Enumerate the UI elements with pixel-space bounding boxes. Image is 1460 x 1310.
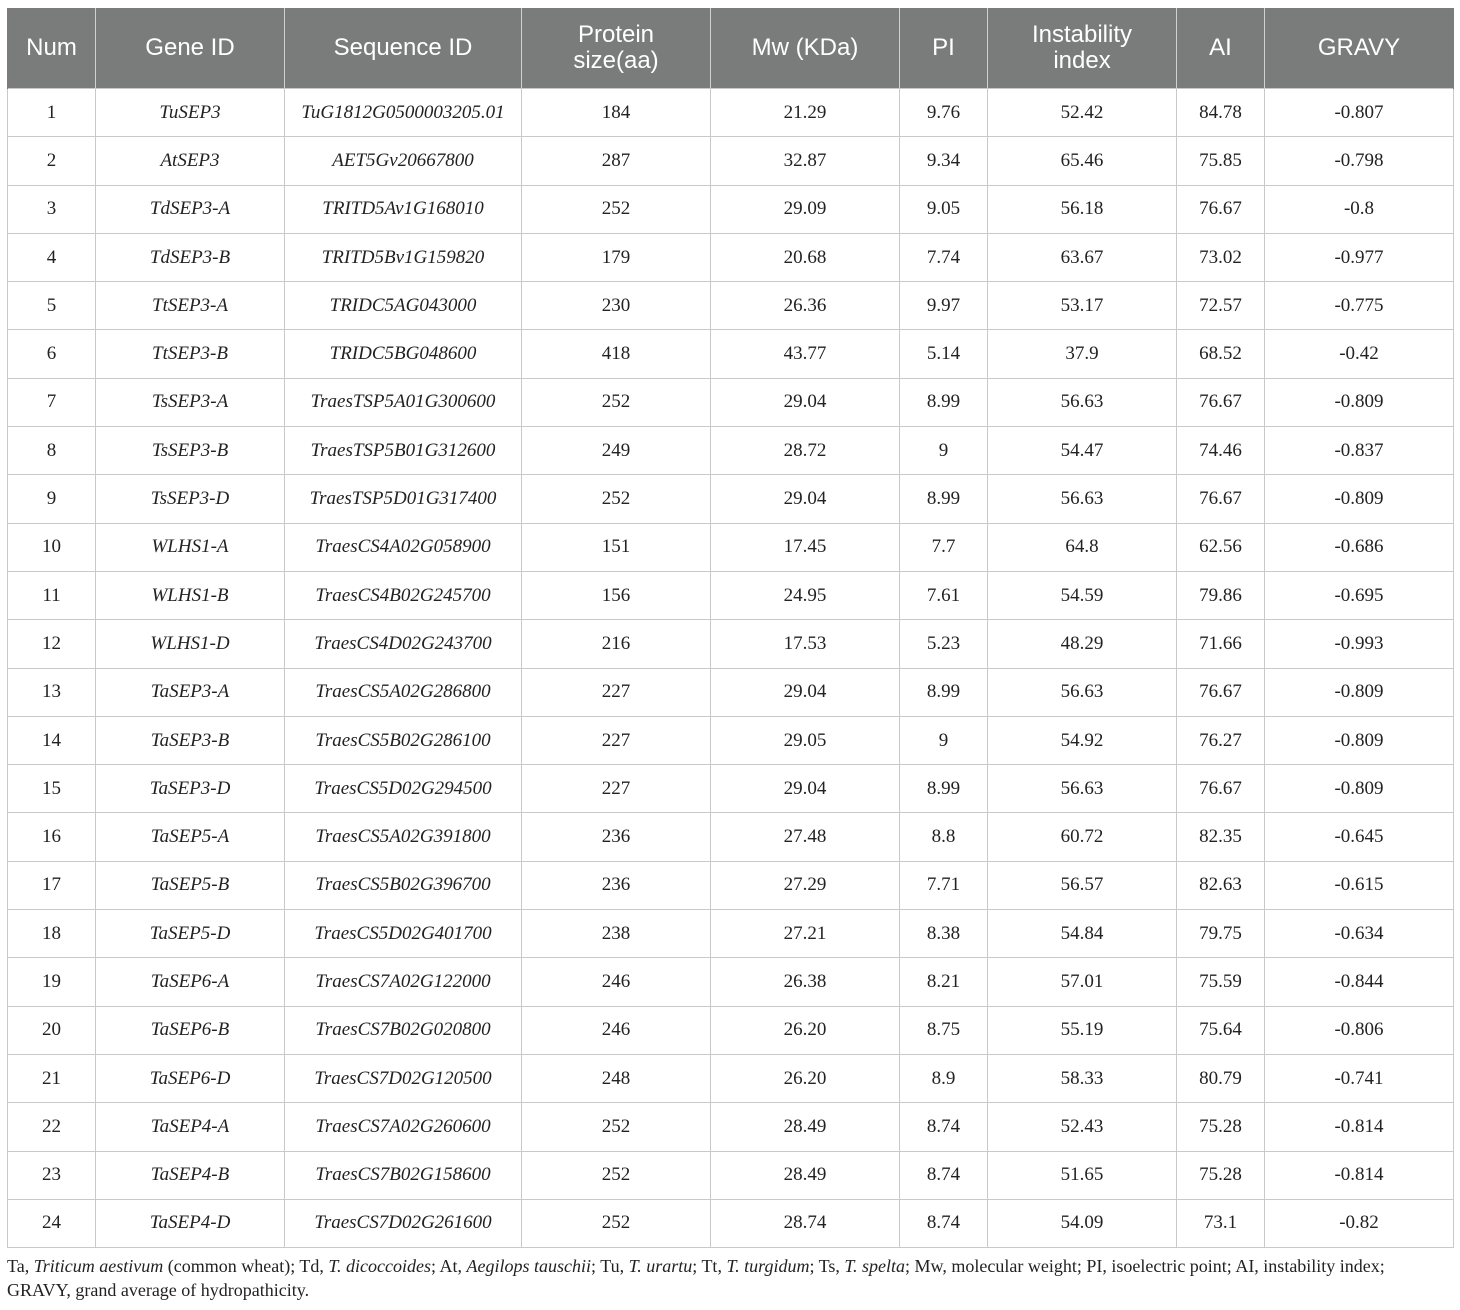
table-row: [8, 668, 1454, 716]
cell-num: 14: [8, 716, 96, 764]
cell-protein-size: 184: [522, 89, 711, 137]
table-footnote: [7, 1254, 1453, 1302]
cell-num: 4: [8, 233, 96, 281]
table-row: [8, 571, 1454, 619]
cell-gene-id: TsSEP3-A: [96, 378, 285, 426]
table-row: [8, 910, 1454, 958]
cell-gene-id: TaSEP4-B: [96, 1151, 285, 1199]
cell-pi: 7.74: [900, 233, 988, 281]
header-num: Num: [8, 8, 96, 89]
cell-pi: 9.97: [900, 282, 988, 330]
cell-instability-index: 52.42: [988, 89, 1177, 137]
cell-gravy: -0.814: [1265, 1151, 1454, 1199]
cell-protein-size: 418: [522, 330, 711, 378]
cell-gravy: -0.807: [1265, 89, 1454, 137]
cell-sequence-id: TraesCS5B02G396700: [285, 861, 522, 909]
table-row: [8, 233, 1454, 281]
cell-ai: 68.52: [1177, 330, 1265, 378]
cell-instability-index: 53.17: [988, 282, 1177, 330]
cell-ai: 80.79: [1177, 1054, 1265, 1102]
header-row: [8, 8, 1454, 89]
cell-pi: 8.74: [900, 1199, 988, 1247]
footnote-ta-rest: (common wheat); Td,: [163, 1256, 329, 1276]
cell-gene-id: TaSEP3-A: [96, 668, 285, 716]
cell-gene-id: TaSEP5-A: [96, 813, 285, 861]
cell-pi: 9.05: [900, 185, 988, 233]
cell-num: 2: [8, 137, 96, 185]
cell-sequence-id: TraesCS7B02G020800: [285, 1006, 522, 1054]
footnote-tail: ; Mw, molecular weight; PI, isoelectric point; AI, instability index; GRAVY, grand average of hydropathicity.: [7, 1256, 1385, 1300]
cell-ai: 71.66: [1177, 620, 1265, 668]
cell-mw: 28.49: [711, 1151, 900, 1199]
footnote-td-name: T. dicoccoides: [328, 1256, 432, 1276]
cell-instability-index: 56.63: [988, 378, 1177, 426]
cell-sequence-id: TraesCS4A02G058900: [285, 523, 522, 571]
cell-gene-id: TaSEP5-D: [96, 910, 285, 958]
cell-gene-id: TdSEP3-B: [96, 233, 285, 281]
cell-gravy: -0.645: [1265, 813, 1454, 861]
cell-sequence-id: TraesCS5A02G391800: [285, 813, 522, 861]
cell-num: 18: [8, 910, 96, 958]
cell-gravy: -0.809: [1265, 378, 1454, 426]
table-row: [8, 813, 1454, 861]
cell-instability-index: 54.92: [988, 716, 1177, 764]
cell-instability-index: 51.65: [988, 1151, 1177, 1199]
cell-instability-index: 60.72: [988, 813, 1177, 861]
header-ai: AI: [1177, 8, 1265, 89]
cell-pi: 8.74: [900, 1103, 988, 1151]
cell-pi: 9: [900, 427, 988, 475]
cell-protein-size: 238: [522, 910, 711, 958]
cell-ai: 75.85: [1177, 137, 1265, 185]
cell-gene-id: TaSEP4-A: [96, 1103, 285, 1151]
footnote-tt-abbr: ; Tt,: [692, 1256, 727, 1276]
cell-num: 16: [8, 813, 96, 861]
cell-ai: 82.63: [1177, 861, 1265, 909]
cell-gravy: -0.844: [1265, 958, 1454, 1006]
cell-sequence-id: TraesCS7B02G158600: [285, 1151, 522, 1199]
cell-pi: 9.34: [900, 137, 988, 185]
cell-sequence-id: TraesCS5A02G286800: [285, 668, 522, 716]
table-row: [8, 89, 1454, 137]
table-row: [8, 378, 1454, 426]
cell-protein-size: 252: [522, 378, 711, 426]
cell-mw: 27.29: [711, 861, 900, 909]
cell-mw: 32.87: [711, 137, 900, 185]
table-row: [8, 523, 1454, 571]
cell-gene-id: TaSEP6-D: [96, 1054, 285, 1102]
cell-protein-size: 246: [522, 958, 711, 1006]
cell-gene-id: TtSEP3-A: [96, 282, 285, 330]
cell-instability-index: 37.9: [988, 330, 1177, 378]
cell-instability-index: 54.47: [988, 427, 1177, 475]
cell-sequence-id: TraesCS7D02G120500: [285, 1054, 522, 1102]
cell-protein-size: 287: [522, 137, 711, 185]
cell-instability-index: 56.63: [988, 765, 1177, 813]
cell-pi: 8.99: [900, 668, 988, 716]
cell-num: 6: [8, 330, 96, 378]
cell-mw: 17.53: [711, 620, 900, 668]
cell-num: 1: [8, 89, 96, 137]
cell-gravy: -0.977: [1265, 233, 1454, 281]
cell-mw: 17.45: [711, 523, 900, 571]
cell-ai: 73.02: [1177, 233, 1265, 281]
cell-gene-id: TtSEP3-B: [96, 330, 285, 378]
cell-gravy: -0.42: [1265, 330, 1454, 378]
cell-sequence-id: TraesCS7A02G260600: [285, 1103, 522, 1151]
cell-protein-size: 236: [522, 861, 711, 909]
cell-instability-index: 54.09: [988, 1199, 1177, 1247]
cell-ai: 75.28: [1177, 1103, 1265, 1151]
header-gravy: GRAVY: [1265, 8, 1454, 89]
table-row: [8, 958, 1454, 1006]
cell-gravy: -0.695: [1265, 571, 1454, 619]
cell-mw: 28.74: [711, 1199, 900, 1247]
cell-mw: 29.04: [711, 765, 900, 813]
cell-sequence-id: TraesTSP5A01G300600: [285, 378, 522, 426]
cell-sequence-id: TraesCS4D02G243700: [285, 620, 522, 668]
cell-instability-index: 55.19: [988, 1006, 1177, 1054]
header-gene-id: Gene ID: [96, 8, 285, 89]
cell-num: 12: [8, 620, 96, 668]
cell-mw: 20.68: [711, 233, 900, 281]
cell-mw: 43.77: [711, 330, 900, 378]
cell-protein-size: 179: [522, 233, 711, 281]
cell-protein-size: 216: [522, 620, 711, 668]
cell-protein-size: 252: [522, 475, 711, 523]
cell-instability-index: 54.84: [988, 910, 1177, 958]
cell-ai: 75.59: [1177, 958, 1265, 1006]
cell-protein-size: 156: [522, 571, 711, 619]
cell-instability-index: 56.18: [988, 185, 1177, 233]
cell-gene-id: WLHS1-D: [96, 620, 285, 668]
cell-instability-index: 57.01: [988, 958, 1177, 1006]
cell-num: 23: [8, 1151, 96, 1199]
cell-gene-id: TdSEP3-A: [96, 185, 285, 233]
cell-gravy: -0.8: [1265, 185, 1454, 233]
cell-pi: 8.9: [900, 1054, 988, 1102]
cell-num: 24: [8, 1199, 96, 1247]
cell-ai: 72.57: [1177, 282, 1265, 330]
cell-mw: 26.20: [711, 1054, 900, 1102]
table-row: [8, 185, 1454, 233]
cell-sequence-id: TRITD5Av1G168010: [285, 185, 522, 233]
cell-instability-index: 56.63: [988, 668, 1177, 716]
cell-instability-index: 48.29: [988, 620, 1177, 668]
cell-gene-id: TaSEP3-B: [96, 716, 285, 764]
footnote-tu-abbr: ; Tu,: [591, 1256, 629, 1276]
cell-num: 5: [8, 282, 96, 330]
cell-gravy: -0.615: [1265, 861, 1454, 909]
cell-gravy: -0.741: [1265, 1054, 1454, 1102]
cell-protein-size: 227: [522, 716, 711, 764]
table-row: [8, 620, 1454, 668]
header-protein-size-line2: size(aa): [573, 47, 659, 74]
cell-sequence-id: TraesTSP5D01G317400: [285, 475, 522, 523]
cell-pi: 8.74: [900, 1151, 988, 1199]
cell-pi: 9: [900, 716, 988, 764]
cell-mw: 29.04: [711, 668, 900, 716]
table-row: [8, 137, 1454, 185]
cell-pi: 8.8: [900, 813, 988, 861]
cell-gravy: -0.809: [1265, 716, 1454, 764]
cell-pi: 8.99: [900, 765, 988, 813]
cell-protein-size: 227: [522, 765, 711, 813]
cell-mw: 28.72: [711, 427, 900, 475]
cell-mw: 24.95: [711, 571, 900, 619]
cell-gravy: -0.634: [1265, 910, 1454, 958]
header-instability-line1: Instability: [1031, 21, 1133, 48]
cell-pi: 7.7: [900, 523, 988, 571]
table-row: [8, 765, 1454, 813]
cell-instability-index: 58.33: [988, 1054, 1177, 1102]
cell-sequence-id: TraesCS7D02G261600: [285, 1199, 522, 1247]
cell-num: 13: [8, 668, 96, 716]
cell-mw: 21.29: [711, 89, 900, 137]
cell-protein-size: 246: [522, 1006, 711, 1054]
cell-pi: 8.38: [900, 910, 988, 958]
cell-gravy: -0.82: [1265, 1199, 1454, 1247]
cell-ai: 73.1: [1177, 1199, 1265, 1247]
table-body: [8, 89, 1454, 1248]
cell-sequence-id: TuG1812G0500003205.01: [285, 89, 522, 137]
cell-instability-index: 52.43: [988, 1103, 1177, 1151]
cell-mw: 27.21: [711, 910, 900, 958]
cell-num: 11: [8, 571, 96, 619]
cell-num: 20: [8, 1006, 96, 1054]
table-row: [8, 427, 1454, 475]
footnote-at-name: Aegilops tauschii: [466, 1256, 592, 1276]
cell-ai: 76.67: [1177, 765, 1265, 813]
protein-properties-table: [7, 8, 1454, 1248]
footnote-at-abbr: ; At,: [431, 1256, 467, 1276]
cell-instability-index: 65.46: [988, 137, 1177, 185]
table-row: [8, 1103, 1454, 1151]
cell-gene-id: TaSEP4-D: [96, 1199, 285, 1247]
cell-ai: 75.28: [1177, 1151, 1265, 1199]
cell-mw: 26.38: [711, 958, 900, 1006]
cell-ai: 76.67: [1177, 378, 1265, 426]
cell-sequence-id: TRIDC5BG048600: [285, 330, 522, 378]
header-pi: PI: [900, 8, 988, 89]
cell-protein-size: 252: [522, 1151, 711, 1199]
cell-ai: 79.86: [1177, 571, 1265, 619]
cell-mw: 27.48: [711, 813, 900, 861]
table-row: [8, 716, 1454, 764]
cell-mw: 26.20: [711, 1006, 900, 1054]
cell-gene-id: WLHS1-A: [96, 523, 285, 571]
cell-protein-size: 227: [522, 668, 711, 716]
footnote-ta-name: Triticum aestivum: [33, 1256, 164, 1276]
cell-protein-size: 151: [522, 523, 711, 571]
cell-gene-id: TsSEP3-D: [96, 475, 285, 523]
cell-sequence-id: TRIDC5AG043000: [285, 282, 522, 330]
footnote-ts-abbr: ; Ts,: [809, 1256, 845, 1276]
footnote-ta-abbr: Ta,: [7, 1256, 34, 1276]
header-protein-size: [522, 8, 711, 89]
cell-ai: 84.78: [1177, 89, 1265, 137]
cell-gravy: -0.798: [1265, 137, 1454, 185]
cell-gene-id: TaSEP5-B: [96, 861, 285, 909]
header-instability-index: [988, 8, 1177, 89]
cell-sequence-id: TraesCS7A02G122000: [285, 958, 522, 1006]
cell-protein-size: 252: [522, 1103, 711, 1151]
cell-instability-index: 56.57: [988, 861, 1177, 909]
cell-instability-index: 56.63: [988, 475, 1177, 523]
table-row: [8, 1199, 1454, 1247]
cell-gene-id: AtSEP3: [96, 137, 285, 185]
cell-num: 21: [8, 1054, 96, 1102]
cell-sequence-id: TraesCS4B02G245700: [285, 571, 522, 619]
cell-protein-size: 252: [522, 1199, 711, 1247]
table-row: [8, 1054, 1454, 1102]
cell-mw: 29.09: [711, 185, 900, 233]
cell-protein-size: 236: [522, 813, 711, 861]
cell-num: 19: [8, 958, 96, 1006]
table-row: [8, 475, 1454, 523]
cell-num: 15: [8, 765, 96, 813]
cell-mw: 29.05: [711, 716, 900, 764]
footnote-tu-name: T. urartu: [628, 1256, 693, 1276]
header-instability-line2: index: [1053, 47, 1111, 74]
cell-gravy: -0.814: [1265, 1103, 1454, 1151]
cell-num: 9: [8, 475, 96, 523]
cell-ai: 74.46: [1177, 427, 1265, 475]
table-row: [8, 330, 1454, 378]
cell-sequence-id: AET5Gv20667800: [285, 137, 522, 185]
table-row: [8, 861, 1454, 909]
cell-gravy: -0.809: [1265, 668, 1454, 716]
cell-ai: 62.56: [1177, 523, 1265, 571]
cell-gene-id: WLHS1-B: [96, 571, 285, 619]
cell-ai: 76.67: [1177, 185, 1265, 233]
cell-ai: 82.35: [1177, 813, 1265, 861]
table-row: [8, 1006, 1454, 1054]
cell-protein-size: 252: [522, 185, 711, 233]
cell-pi: 7.61: [900, 571, 988, 619]
cell-pi: 9.76: [900, 89, 988, 137]
cell-mw: 26.36: [711, 282, 900, 330]
cell-mw: 29.04: [711, 378, 900, 426]
cell-sequence-id: TraesCS5D02G401700: [285, 910, 522, 958]
cell-pi: 8.99: [900, 475, 988, 523]
cell-gene-id: TsSEP3-B: [96, 427, 285, 475]
cell-num: 10: [8, 523, 96, 571]
cell-mw: 28.49: [711, 1103, 900, 1151]
cell-instability-index: 54.59: [988, 571, 1177, 619]
cell-pi: 8.21: [900, 958, 988, 1006]
footnote-ts-name: T. spelta: [844, 1256, 906, 1276]
cell-gravy: -0.809: [1265, 475, 1454, 523]
table-row: [8, 1151, 1454, 1199]
cell-sequence-id: TraesTSP5B01G312600: [285, 427, 522, 475]
cell-sequence-id: TraesCS5B02G286100: [285, 716, 522, 764]
cell-ai: 76.67: [1177, 475, 1265, 523]
cell-gravy: -0.993: [1265, 620, 1454, 668]
cell-pi: 8.99: [900, 378, 988, 426]
cell-gene-id: TaSEP6-B: [96, 1006, 285, 1054]
data-table-container: [7, 8, 1453, 1248]
cell-gravy: -0.775: [1265, 282, 1454, 330]
cell-gene-id: TaSEP3-D: [96, 765, 285, 813]
cell-num: 8: [8, 427, 96, 475]
table-header: [8, 8, 1454, 89]
cell-num: 3: [8, 185, 96, 233]
cell-instability-index: 64.8: [988, 523, 1177, 571]
header-sequence-id: Sequence ID: [285, 8, 522, 89]
cell-gravy: -0.806: [1265, 1006, 1454, 1054]
cell-gene-id: TuSEP3: [96, 89, 285, 137]
cell-ai: 75.64: [1177, 1006, 1265, 1054]
header-mw: Mw (KDa): [711, 8, 900, 89]
cell-num: 17: [8, 861, 96, 909]
cell-protein-size: 230: [522, 282, 711, 330]
footnote-tt-name: T. turgidum: [726, 1256, 810, 1276]
table-row: [8, 282, 1454, 330]
cell-mw: 29.04: [711, 475, 900, 523]
cell-pi: 7.71: [900, 861, 988, 909]
cell-ai: 76.27: [1177, 716, 1265, 764]
cell-ai: 76.67: [1177, 668, 1265, 716]
cell-gravy: -0.686: [1265, 523, 1454, 571]
cell-pi: 8.75: [900, 1006, 988, 1054]
cell-num: 22: [8, 1103, 96, 1151]
cell-sequence-id: TRITD5Bv1G159820: [285, 233, 522, 281]
cell-gravy: -0.809: [1265, 765, 1454, 813]
cell-protein-size: 249: [522, 427, 711, 475]
cell-gene-id: TaSEP6-A: [96, 958, 285, 1006]
cell-num: 7: [8, 378, 96, 426]
cell-ai: 79.75: [1177, 910, 1265, 958]
cell-protein-size: 248: [522, 1054, 711, 1102]
header-protein-size-line1: Protein: [577, 21, 655, 48]
cell-pi: 5.23: [900, 620, 988, 668]
cell-gravy: -0.837: [1265, 427, 1454, 475]
cell-pi: 5.14: [900, 330, 988, 378]
cell-sequence-id: TraesCS5D02G294500: [285, 765, 522, 813]
cell-instability-index: 63.67: [988, 233, 1177, 281]
